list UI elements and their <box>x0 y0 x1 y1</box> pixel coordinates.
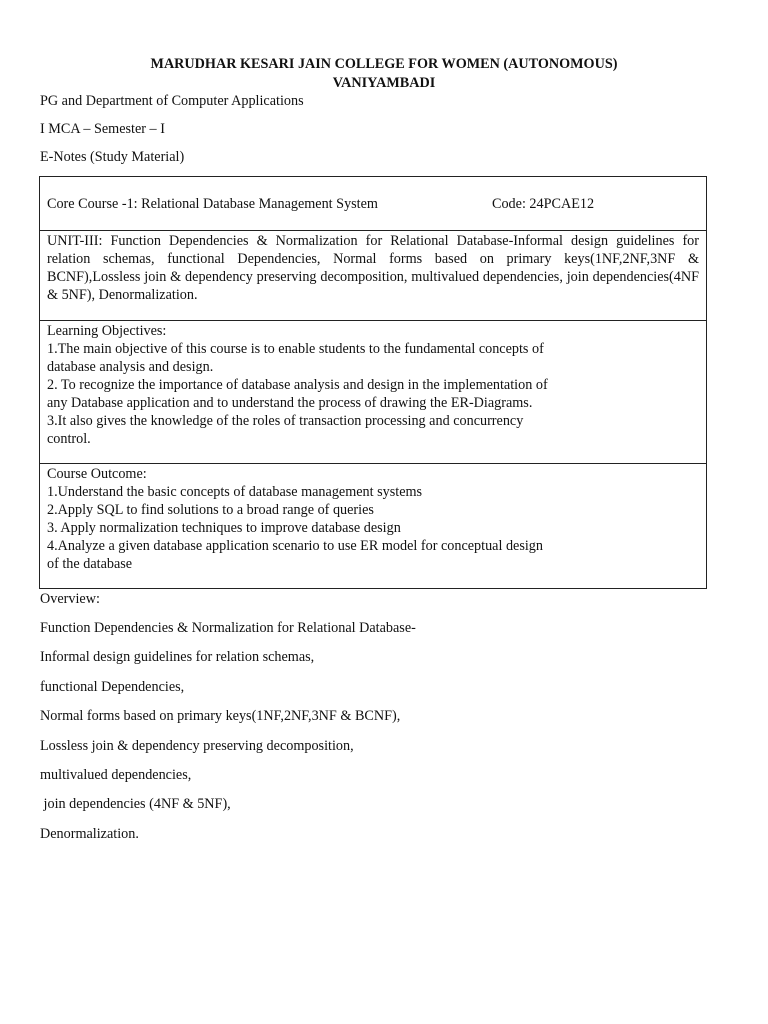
overview-item: Function Dependencies & Normalization for Relational Database- <box>40 620 416 636</box>
objectives-heading: Learning Objectives: <box>47 323 167 339</box>
overview-item: join dependencies (4NF & 5NF), <box>40 796 231 812</box>
objective-line: 3.It also gives the knowledge of the roles of transaction processing and concurrency <box>47 413 524 429</box>
college-city: VANIYAMBADI <box>332 75 436 91</box>
department-line: PG and Department of Computer Applications <box>40 93 304 109</box>
course-title: Core Course -1: Relational Database Management System <box>47 196 378 212</box>
outcome-line: 3. Apply normalization techniques to improve database design <box>47 520 401 536</box>
overview-item: Informal design guidelines for relation schemas, <box>40 649 315 665</box>
objectives-row <box>39 320 707 463</box>
material-line: E-Notes (Study Material) <box>40 149 185 165</box>
overview-item: functional Dependencies, <box>40 679 185 695</box>
outcome-line: 1.Understand the basic concepts of database management systems <box>47 484 423 500</box>
overview-item: multivalued dependencies, <box>40 767 192 783</box>
objective-line: database analysis and design. <box>47 359 214 375</box>
semester-line: I MCA – Semester – I <box>40 121 165 137</box>
objective-line: 1.The main objective of this course is to enable students to the fundamental concepts of <box>47 341 544 357</box>
objective-line: control. <box>47 431 91 447</box>
objective-line: 2. To recognize the importance of database analysis and design in the implementation of <box>47 377 548 393</box>
objective-line: any Database application and to understand the process of drawing the ER-Diagrams. <box>47 395 533 411</box>
college-name: MARUDHAR KESARI JAIN COLLEGE FOR WOMEN (AUTONOMOUS) <box>150 56 618 72</box>
outcome-line: 2.Apply SQL to find solutions to a broad range of queries <box>47 502 374 518</box>
course-code: Code: 24PCAE12 <box>492 196 595 212</box>
overview-item: Normal forms based on primary keys(1NF,2NF,3NF & BCNF), <box>40 708 401 724</box>
overview-item: Lossless join & dependency preserving decomposition, <box>40 738 354 754</box>
outcome-row <box>39 463 707 589</box>
course-title-row <box>39 176 707 230</box>
outcome-heading: Course Outcome: <box>47 466 147 482</box>
overview-item: Denormalization. <box>40 826 139 842</box>
outcome-line: 4.Analyze a given database application scenario to use ER model for conceptual design <box>47 538 543 554</box>
overview-heading: Overview: <box>40 591 100 607</box>
outcome-line: of the database <box>47 556 133 572</box>
unit-description: UNIT-III: Function Dependencies & Normalization for Relational Database-Informal design guidelines for relation schemas, functional Dependencies, Normal forms based on primary keys(1NF,2NF,3NF & BCNF),Lossless join & dependency preserving decomposition, multivalued dependencies, join dependencies(4NF & 5NF), Denormalization. <box>47 233 699 303</box>
unit-row <box>39 230 707 320</box>
